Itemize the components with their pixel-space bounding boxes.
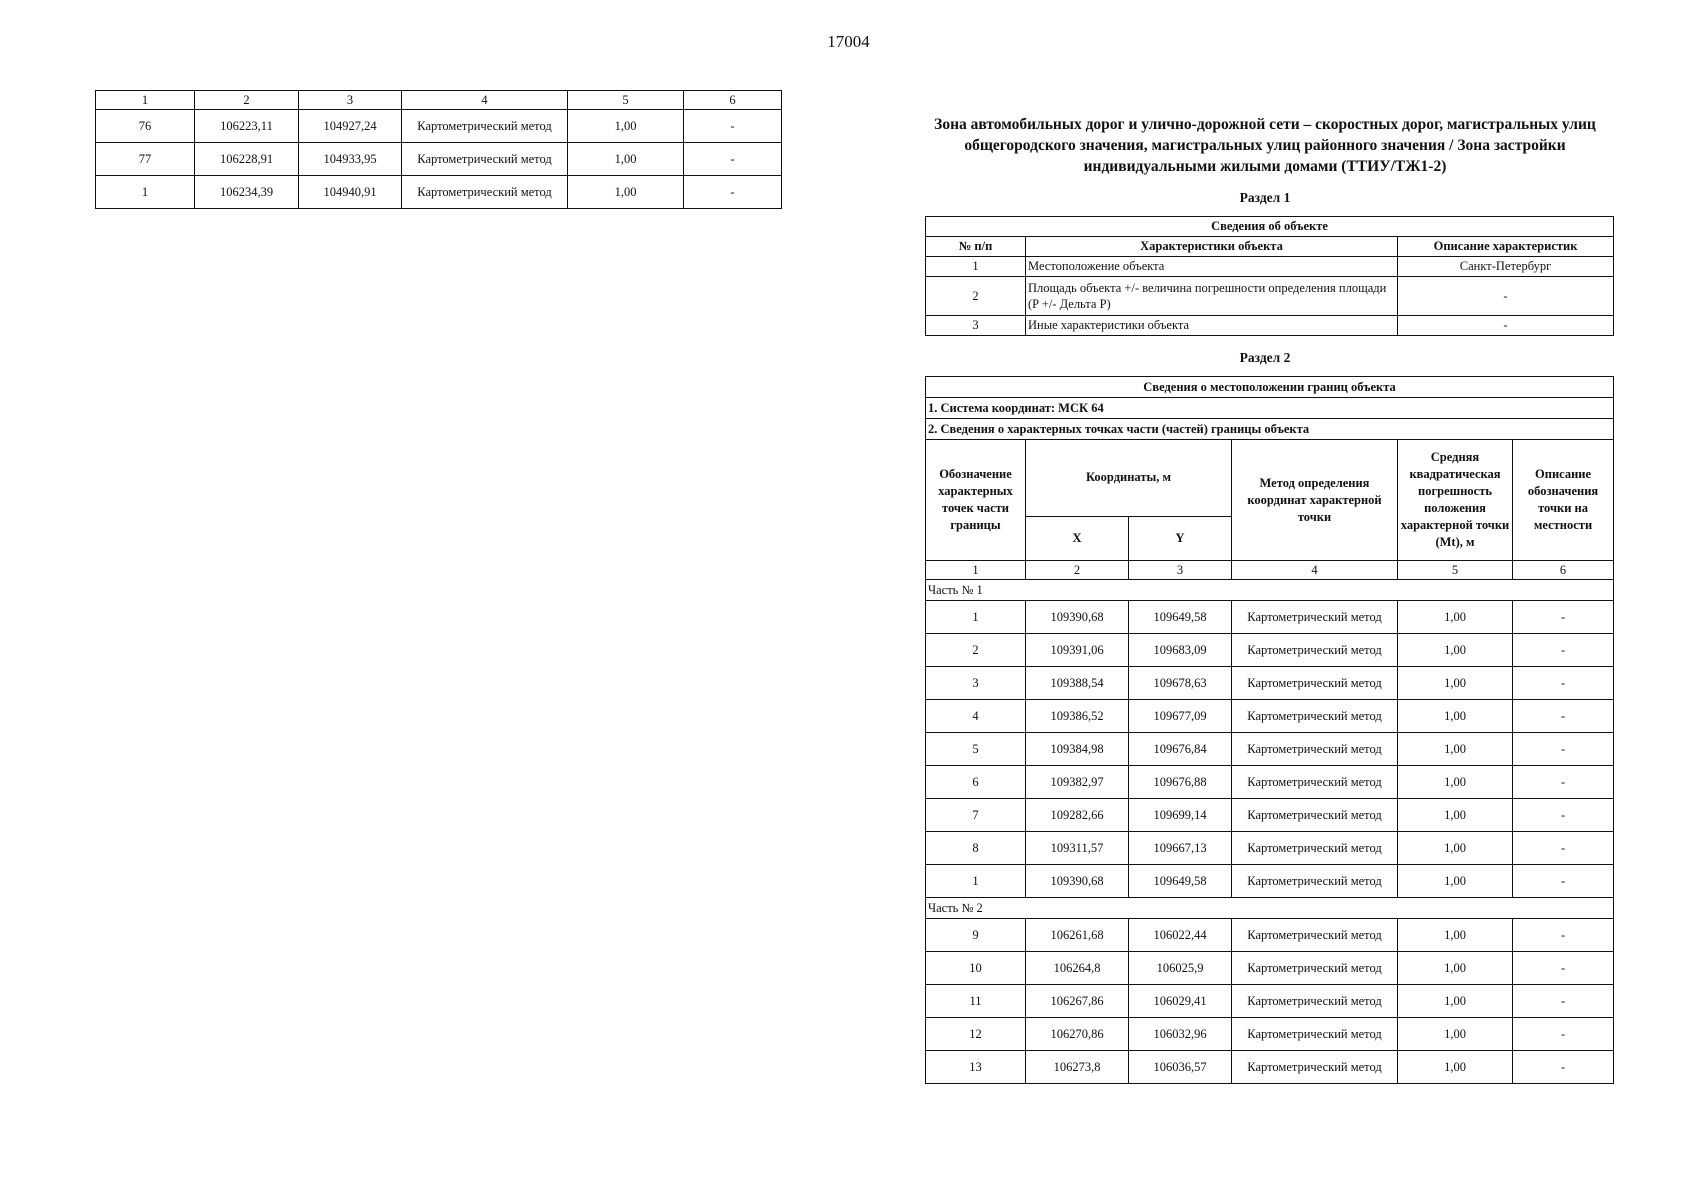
- col-header-characteristics: Характеристики объекта: [1026, 237, 1398, 257]
- table-cell: Картометрический метод: [1232, 601, 1398, 634]
- table-cell: 106025,9: [1129, 952, 1232, 985]
- table-cell: -: [1513, 733, 1614, 766]
- table-row: [926, 667, 1614, 700]
- boundary-caption: Сведения о местоположении границ объекта: [926, 377, 1614, 398]
- table-cell: 109677,09: [1129, 700, 1232, 733]
- table-cell: 1,00: [1398, 766, 1513, 799]
- table-cell: -: [1513, 799, 1614, 832]
- table-cell: 1: [926, 601, 1026, 634]
- table-cell: 1,00: [1398, 919, 1513, 952]
- table-cell: Картометрический метод: [1232, 1051, 1398, 1084]
- table-cell: 109386,52: [1026, 700, 1129, 733]
- table-cell: 109699,14: [1129, 799, 1232, 832]
- table-cell: Иные характеристики объекта: [1026, 316, 1398, 336]
- table-cell: Площадь объекта +/- величина погрешности определения площади (P +/- Дельта P): [1026, 277, 1398, 316]
- table-cell: 1,00: [568, 110, 684, 143]
- table-cell: 8: [926, 832, 1026, 865]
- table-cell: 7: [926, 799, 1026, 832]
- document-title: Зона автомобильных дорог и улично-дорожной сети – скоростных дорог, магистральных улиц общегородского значения, магистральных улиц районного значения / Зона застройки индивидуальными жилыми домами (ТТИУ/ТЖ1-2): [934, 116, 1596, 175]
- table-cell: -: [1513, 700, 1614, 733]
- table-cell: 4: [926, 700, 1026, 733]
- object-info-table: [925, 216, 1614, 336]
- table-cell: -: [1398, 277, 1614, 316]
- table-cell: 109390,68: [1026, 865, 1129, 898]
- table-cell: 1,00: [568, 176, 684, 209]
- table-cell: 1,00: [568, 143, 684, 176]
- part-row: [926, 898, 1614, 919]
- table-cell: Картометрический метод: [1232, 1018, 1398, 1051]
- table-cell: 1,00: [1398, 952, 1513, 985]
- table-cell: -: [1513, 1051, 1614, 1084]
- table-cell: 106261,68: [1026, 919, 1129, 952]
- table-row: [926, 952, 1614, 985]
- table-cell: Картометрический метод: [1232, 865, 1398, 898]
- table-cell: Санкт-Петербург: [1398, 257, 1614, 277]
- part-row: [926, 580, 1614, 601]
- table-cell: -: [684, 110, 782, 143]
- table-cell: 109382,97: [1026, 766, 1129, 799]
- table-cell: Картометрический метод: [1232, 832, 1398, 865]
- col-number: 4: [1232, 561, 1398, 580]
- table-cell: 106022,44: [1129, 919, 1232, 952]
- page-number: 17004: [827, 32, 870, 51]
- table-cell: Местоположение объекта: [1026, 257, 1398, 277]
- object-info-caption: Сведения об объекте: [926, 217, 1614, 237]
- table-cell: 1,00: [1398, 832, 1513, 865]
- table-cell: Картометрический метод: [1232, 985, 1398, 1018]
- table-cell: 1,00: [1398, 733, 1513, 766]
- table-cell: Картометрический метод: [1232, 799, 1398, 832]
- table-cell: 1,00: [1398, 700, 1513, 733]
- table-cell: -: [1513, 832, 1614, 865]
- col-number: 1: [926, 561, 1026, 580]
- table-cell: 1: [926, 257, 1026, 277]
- table-cell: 3: [299, 91, 402, 110]
- table-cell: 109311,57: [1026, 832, 1129, 865]
- header-point: Обозначение характерных точек части границы: [926, 440, 1026, 561]
- points-caption: 2. Сведения о характерных точках части (частей) границы объекта: [926, 419, 1614, 440]
- table-cell: 1,00: [1398, 985, 1513, 1018]
- table-cell: -: [1513, 865, 1614, 898]
- table-cell: 76: [96, 110, 195, 143]
- table-cell: 104933,95: [299, 143, 402, 176]
- table-cell: 109683,09: [1129, 634, 1232, 667]
- table-cell: -: [1513, 952, 1614, 985]
- table-cell: 106029,41: [1129, 985, 1232, 1018]
- col-header-description: Описание характеристик: [1398, 237, 1614, 257]
- table-cell: 5: [568, 91, 684, 110]
- table-row: [926, 733, 1614, 766]
- table-cell: 1: [96, 176, 195, 209]
- table-cell: Картометрический метод: [402, 143, 568, 176]
- table-cell: -: [1513, 1018, 1614, 1051]
- table-cell: 12: [926, 1018, 1026, 1051]
- table-row: [926, 865, 1614, 898]
- table-row: [96, 91, 782, 110]
- table-cell: -: [1398, 316, 1614, 336]
- table-cell: 106267,86: [1026, 985, 1129, 1018]
- table-cell: 1,00: [1398, 865, 1513, 898]
- table-cell: 6: [926, 766, 1026, 799]
- table-row: [96, 143, 782, 176]
- table-cell: -: [1513, 601, 1614, 634]
- header-coordinates: Координаты, м: [1026, 440, 1232, 517]
- table-cell: -: [1513, 667, 1614, 700]
- table-row: [96, 110, 782, 143]
- boundary-points-table: [925, 376, 1614, 1084]
- table-cell: 10: [926, 952, 1026, 985]
- col-number: 2: [1026, 561, 1129, 580]
- table-cell: 109649,58: [1129, 601, 1232, 634]
- table-row: [926, 634, 1614, 667]
- table-cell: Картометрический метод: [1232, 700, 1398, 733]
- table-row: [926, 700, 1614, 733]
- table-cell: 109676,88: [1129, 766, 1232, 799]
- left-coordinates-table: [95, 90, 782, 209]
- table-cell: 2: [926, 634, 1026, 667]
- table-cell: 1: [96, 91, 195, 110]
- table-cell: 5: [926, 733, 1026, 766]
- table-cell: -: [1513, 919, 1614, 952]
- table-cell: -: [684, 143, 782, 176]
- header-y: Y: [1129, 516, 1232, 560]
- coordinate-system: 1. Система координат: МСК 64: [926, 398, 1614, 419]
- table-cell: 3: [926, 667, 1026, 700]
- table-row: [926, 799, 1614, 832]
- table-cell: 11: [926, 985, 1026, 1018]
- table-cell: 109649,58: [1129, 865, 1232, 898]
- table-cell: 1,00: [1398, 799, 1513, 832]
- table-cell: -: [684, 176, 782, 209]
- table-cell: 77: [96, 143, 195, 176]
- section1-label: Раздел 1: [1239, 190, 1291, 205]
- table-cell: 2: [195, 91, 299, 110]
- header-description: Описание обозначения точки на местности: [1513, 440, 1614, 561]
- table-cell: 106228,91: [195, 143, 299, 176]
- table-cell: 109282,66: [1026, 799, 1129, 832]
- table-cell: Картометрический метод: [402, 176, 568, 209]
- table-row: [96, 176, 782, 209]
- table-row: [926, 1018, 1614, 1051]
- table-cell: 9: [926, 919, 1026, 952]
- table-cell: 1,00: [1398, 667, 1513, 700]
- part-label: Часть № 1: [926, 580, 1614, 601]
- table-cell: Картометрический метод: [1232, 634, 1398, 667]
- table-cell: -: [1513, 985, 1614, 1018]
- table-cell: Картометрический метод: [1232, 952, 1398, 985]
- col-number: 5: [1398, 561, 1513, 580]
- col-header-number: № п/п: [926, 237, 1026, 257]
- table-cell: 6: [684, 91, 782, 110]
- table-cell: 1,00: [1398, 1051, 1513, 1084]
- table-cell: 4: [402, 91, 568, 110]
- table-row: [926, 832, 1614, 865]
- section2-label: Раздел 2: [1239, 350, 1291, 365]
- table-cell: 109391,06: [1026, 634, 1129, 667]
- table-cell: Картометрический метод: [402, 110, 568, 143]
- table-cell: 1,00: [1398, 634, 1513, 667]
- table-cell: 104927,24: [299, 110, 402, 143]
- table-cell: Картометрический метод: [1232, 733, 1398, 766]
- header-method: Метод определения координат характерной точки: [1232, 440, 1398, 561]
- table-cell: -: [1513, 766, 1614, 799]
- table-cell: 109678,63: [1129, 667, 1232, 700]
- table-cell: 109388,54: [1026, 667, 1129, 700]
- table-cell: 104940,91: [299, 176, 402, 209]
- table-cell: 106273,8: [1026, 1051, 1129, 1084]
- table-cell: 2: [926, 277, 1026, 316]
- table-cell: 109667,13: [1129, 832, 1232, 865]
- table-cell: Картометрический метод: [1232, 667, 1398, 700]
- table-cell: 3: [926, 316, 1026, 336]
- table-cell: 109676,84: [1129, 733, 1232, 766]
- part-label: Часть № 2: [926, 898, 1614, 919]
- table-row: [926, 919, 1614, 952]
- table-cell: 109384,98: [1026, 733, 1129, 766]
- table-cell: Картометрический метод: [1232, 766, 1398, 799]
- table-cell: 106270,86: [1026, 1018, 1129, 1051]
- table-cell: 106234,39: [195, 176, 299, 209]
- table-cell: 106264,8: [1026, 952, 1129, 985]
- header-x: X: [1026, 516, 1129, 560]
- col-number: 6: [1513, 561, 1614, 580]
- header-error: Средняя квадратическая погрешность положения характерной точки (Mt), м: [1398, 440, 1513, 561]
- table-cell: 106032,96: [1129, 1018, 1232, 1051]
- table-row: [926, 601, 1614, 634]
- table-row: [926, 985, 1614, 1018]
- table-cell: 109390,68: [1026, 601, 1129, 634]
- table-cell: 1: [926, 865, 1026, 898]
- table-cell: 13: [926, 1051, 1026, 1084]
- table-cell: Картометрический метод: [1232, 919, 1398, 952]
- col-number: 3: [1129, 561, 1232, 580]
- table-row: [926, 1051, 1614, 1084]
- table-cell: -: [1513, 634, 1614, 667]
- table-cell: 106036,57: [1129, 1051, 1232, 1084]
- table-row: [926, 766, 1614, 799]
- table-cell: 1,00: [1398, 1018, 1513, 1051]
- table-cell: 1,00: [1398, 601, 1513, 634]
- table-cell: 106223,11: [195, 110, 299, 143]
